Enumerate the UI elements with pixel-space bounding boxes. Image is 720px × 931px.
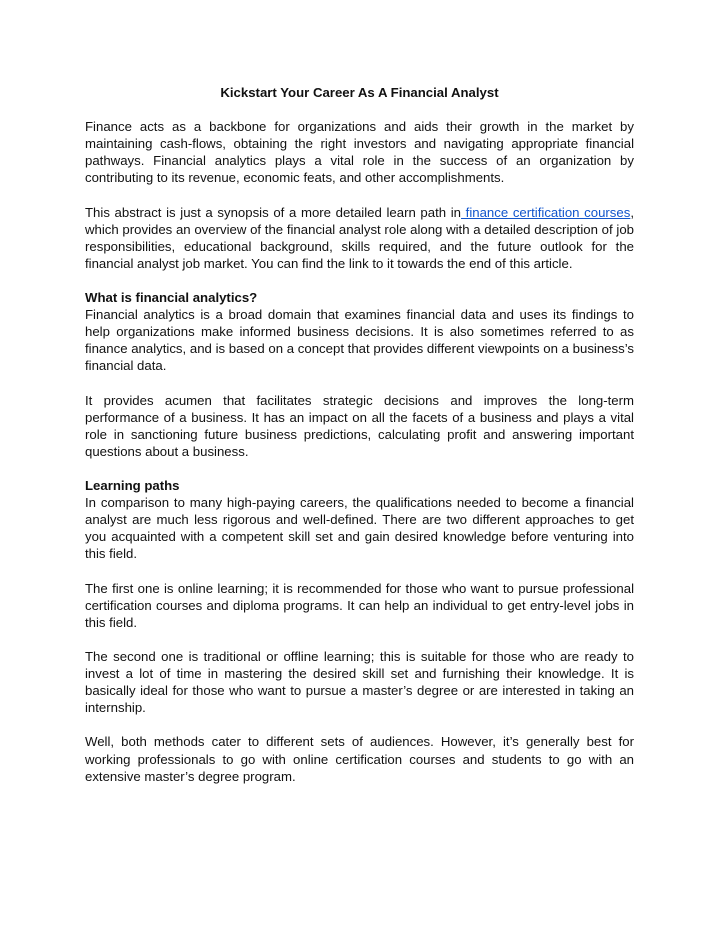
finance-certification-courses-link[interactable]: finance certification courses — [461, 204, 631, 220]
document-page — [85, 84, 634, 802]
section-heading: Learning paths — [85, 478, 180, 494]
section-heading: What is financial analytics? — [85, 290, 258, 306]
section-paragraph: Financial analytics is a broad domain that examines financial data and uses its findings to help organizations make informed business decisions. It is also sometimes referred to as finance analytics, and is based on a concept that provides different viewpoints on a business’s financial data. — [85, 307, 634, 374]
section-paragraph: In comparison to many high-paying careers, the qualifications needed to become a financial analyst are much less rigorous and well-defined. There are two different approaches to get you acquainted with a competent skill set and gain desired knowledge before venturing into this field. — [85, 495, 634, 562]
section-learning-paths — [85, 477, 634, 562]
paragraph-offline-learning: The second one is traditional or offline learning; this is suitable for those who are ready to invest a lot of time in mastering the desired skill set and furnishing their knowledge. It is basically ideal for those who want to pursue a master’s degree or are interested in taking an internship. — [85, 649, 634, 716]
paragraph-acumen: It provides acumen that facilitates strategic decisions and improves the long-term performance of a business. It has an impact on all the facets of a business and plays a vital role in sanctioning future business predictions, calculating profit and answering important questions about a business. — [85, 392, 634, 459]
abstract-text-before-link: This abstract is just a synopsis of a more detailed learn path in — [85, 204, 462, 220]
intro-paragraph: Finance acts as a backbone for organizations and aids their growth in the market by maintaining cash-flows, obtaining the right investors and navigating appropriate financial pathways. Financial analytics plays a vital role in the success of an organization by contributing to its revenue, economic feats, and other accomplishments. — [85, 119, 634, 186]
abstract-paragraph — [85, 204, 634, 272]
section-what-is-financial-analytics — [85, 289, 634, 374]
paragraph-online-learning: The first one is online learning; it is recommended for those who want to pursue professional certification courses and diploma programs. It can help an individual to get entry-level jobs in this field. — [85, 580, 634, 630]
paragraph-conclusion: Well, both methods cater to different sets of audiences. However, it’s generally best for working professionals to go with online certification courses and students to go with an extensive master’s degree program. — [85, 734, 634, 784]
abstract-text-after-link: , which provides an overview of the financial analyst role along with a detailed description of job responsibilities, educational background, skills required, and the future outlook for the financial analyst job market. You can find the link to it towards the end of this article. — [85, 204, 635, 271]
document-title: Kickstart Your Career As A Financial Analyst — [220, 85, 499, 100]
